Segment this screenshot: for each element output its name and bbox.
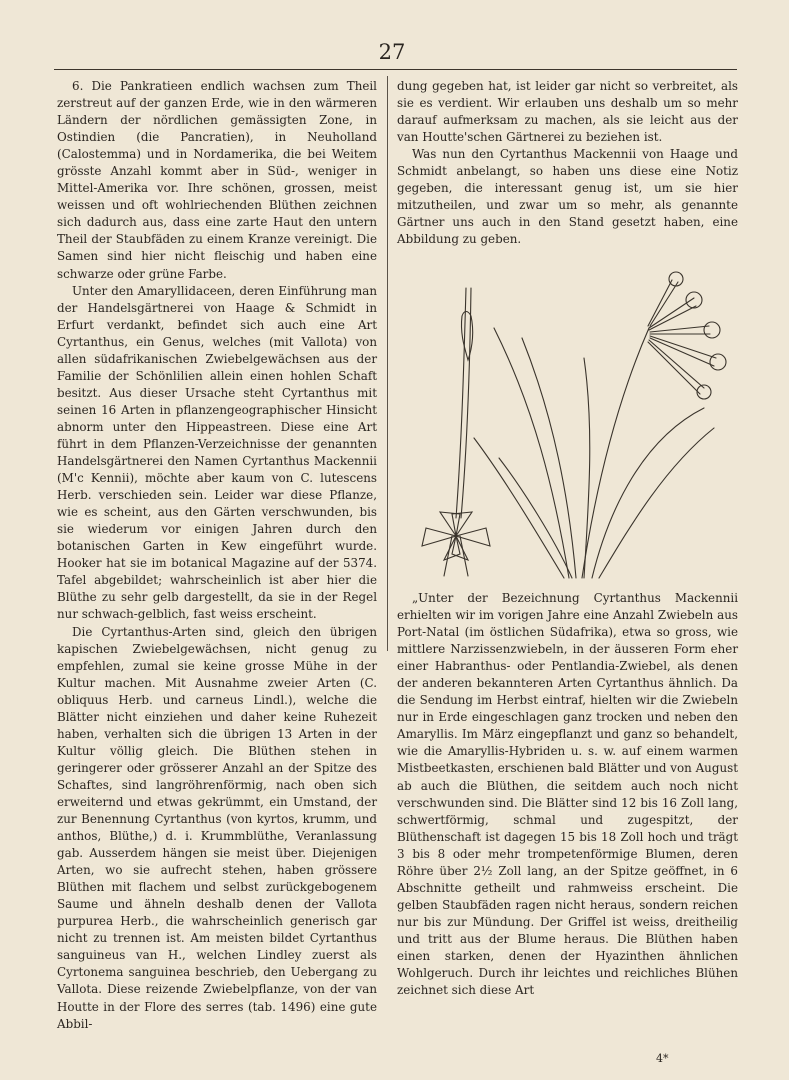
cyrtanthus-illustration: [404, 268, 734, 586]
flower-mouth: [710, 354, 726, 370]
trumpet-flower: [649, 298, 696, 330]
flower-bud: [461, 312, 472, 361]
leaf: [499, 458, 572, 578]
flower-mouth: [669, 272, 683, 286]
flower-mouth: [704, 322, 720, 338]
flower-mouth: [686, 292, 702, 308]
column-divider: [387, 76, 388, 651]
trumpet-flower: [648, 340, 704, 394]
right-column-lower: [397, 590, 738, 999]
trumpet-flower: [650, 326, 710, 334]
leaf: [494, 328, 569, 578]
flower-mouth: [697, 385, 711, 399]
right-column: [397, 78, 738, 998]
leaf: [474, 438, 564, 578]
leaf: [522, 338, 576, 578]
paragraph-haage-schmidt: Was nun den Cyrtanthus Mackennii von Haage und Schmidt anbelangt, so haben uns diese eine Notiz gegeben, die interessant genug ist, um sie hier mitzutheilen, und zwar um so mehr, als genannte Gärtner uns auch in den Stand gesetzt haben, eine Abbildung zu geben.: [397, 147, 738, 247]
paragraph-continued: dung gegeben hat, ist leider gar nicht so verbreitet, als sie es verdient. Wir erlauben uns deshalb um so mehr darauf aufmerksam zu machen, als sie leicht aus der van Houtte'schen Gärtnerei zu beziehen ist.: [397, 79, 738, 145]
paragraph-cyrtanthus-culture: Die Cyrtanthus-Arten sind, gleich den übrigen kapischen Zwiebelgewächsen, nicht genug zu empfehlen, zumal sie keine grosse Mühe in der Kultur machen. Mit Ausnahme zweier Arten (C. obliquus Herb. und carneus Lindl.), welche die Blätter nicht einziehen und daher keine Ruhezeit haben, verhalten sich die übrigen 13 Arten in der Kultur völlig gleich. Die Blüthen stehen in geringerer oder grösserer Anzahl an der Spitze des Schaftes, sind langröhrenförmig, nach oben sich erweiternd und etwas gekrümmt, ein Umstand, der zur Benennung Cyrtanthus (von kyrtos, krumm, und anthos, Blüthe,) d. i. Krummblüthe, Veranlassung gab. Ausserdem hängen sie meist über. Diejenigen Arten, wo sie aufrecht stehen, haben grössere Blüthen mit flachem und selbst zurückgebogenem Saume und ähneln deshalb denen der Vallota purpurea Herb., die wahrscheinlich generisch gar nicht zu trennen ist. Am meisten bildet Cyrtanthus sanguineus van H., welchen Lindley zuerst als Cyrtonema sanguinea beschrieb, den Uebergang zu Vallota. Diese reizende Zwiebelpflanze, von der van Houtte in der Flore des serres (tab. 1496) eine gute Abbil-: [57, 624, 377, 1031]
paragraph-quote: „Unter der Bezeichnung Cyrtanthus Mackennii erhielten wir im vorigen Jahre eine Anzahl Zwiebeln aus Port-Natal (im östlichen Südafrika), etwa so gross, wie mittlere Narzissenzwiebeln, in der äusseren Form eher einer Habranthus- oder Pentlandia-Zwiebel, als denen der anderen bekannteren Arten Cyrtanthus ähnlich. Da die Sendung im Herbst eintraf, hielten wir die Zwiebeln nur in Erde eingeschlagen ganz trocken und neben den Amaryllis. Im März eingepflanzt und ganz so behandelt, wie die Amaryllis-Hybriden u. s. w. auf einem warmen Mistbeetkasten, erschienen bald Blätter und von August ab auch die Blüthen, die seitdem auch noch nicht verschwunden sind. Die Blätter sind 12 bis 16 Zoll lang, schwertförmig, schmal und zugespitzt, der Blüthenschaft ist dagegen 15 bis 18 Zoll hoch und trägt 3 bis 8 oder mehr trompetenförmige Blumen, deren Röhre über 2½ Zoll lang, an der Spitze geöffnet, in 6 Abschnitte getheilt und rahmweiss erscheint. Die gelben Staubfäden ragen nicht heraus, sondern reichen nur bis zur Mündung. Der Griffel ist weiss, dreitheilig und tritt aus der Blume heraus. Die Blüthen haben einen starken, denen der Hyazinthen ähnlichen Wohlgeruch. Durch ihr leichtes und reichliches Blühen zeichnet sich diese Art: [397, 591, 738, 998]
trumpet-flower: [650, 336, 716, 366]
leaf: [592, 408, 704, 578]
scape-stem: [582, 328, 649, 578]
paragraph-pankratieen: 6. Die Pankratieen endlich wachsen zum Theil zerstreut auf der ganzen Erde, wie in den wärmeren Ländern der nördlichen gemässigten Zone, in Ostindien (die Pancratien), in Neuholland (Calostemma) und in Nordamerika, die bei Weitem grösste Anzahl kommt aber in Süd-, weniger in Mittel-Amerika vor. Ihre schönen, grossen, meist weissen und oft wohlriechenden Blüthen zeichnen sich dadurch aus, dass eine zarte Haut den untern Theil der Staubfäden zu einem Kranze vereinigt. Die Samen sind hier nicht fleischig und haben eine schwarze oder grüne Farbe.: [57, 79, 377, 281]
left-column: [57, 78, 377, 1033]
leaf: [599, 428, 714, 578]
open-flower: [422, 512, 490, 576]
header-rule: [54, 69, 737, 70]
paragraph-cyrtanthus-intro: Unter den Amaryllidaceen, deren Einführung man der Handelsgärtnerei von Haage & Schmidt in Erfurt verdankt, befindet sich auch eine Art Cyrtanthus, ein Genus, welches (mit Vallota) von allen südafrikanischen Zwiebelgewächsen aus der Familie der Schönlilien allein einen hohlen Schaft besitzt. Aus dieser Ursache steht Cyrtanthus mit seinen 16 Arten in pflanzengeographischer Hinsicht abnorm unter den Hippeastreen. Diese eine Art führt in dem Pflanzen-Verzeichnisse der genannten Handelsgärtnerei den Namen Cyrtanthus Mackennii (M'c Kennii), möchte aber kaum von C. lutescens Herb. verschieden sein. Leider war diese Pflanze, wie es scheint, aus den Gärten verschwunden, bis sie wiederum vor einigen Jahren durch den botanischen Garten in Kew eingeführt wurde. Hooker hat sie im botanical Magazine auf der 5374. Tafel abgebildet; wahrscheinlich ist aber hier die Blüthe zu sehr gelb dargestellt, da sie in der Regel nur schwach-gelblich, fast weiss erscheint.: [57, 283, 377, 622]
page-number: 27: [378, 40, 406, 64]
signature-mark: 4*: [656, 1052, 669, 1065]
